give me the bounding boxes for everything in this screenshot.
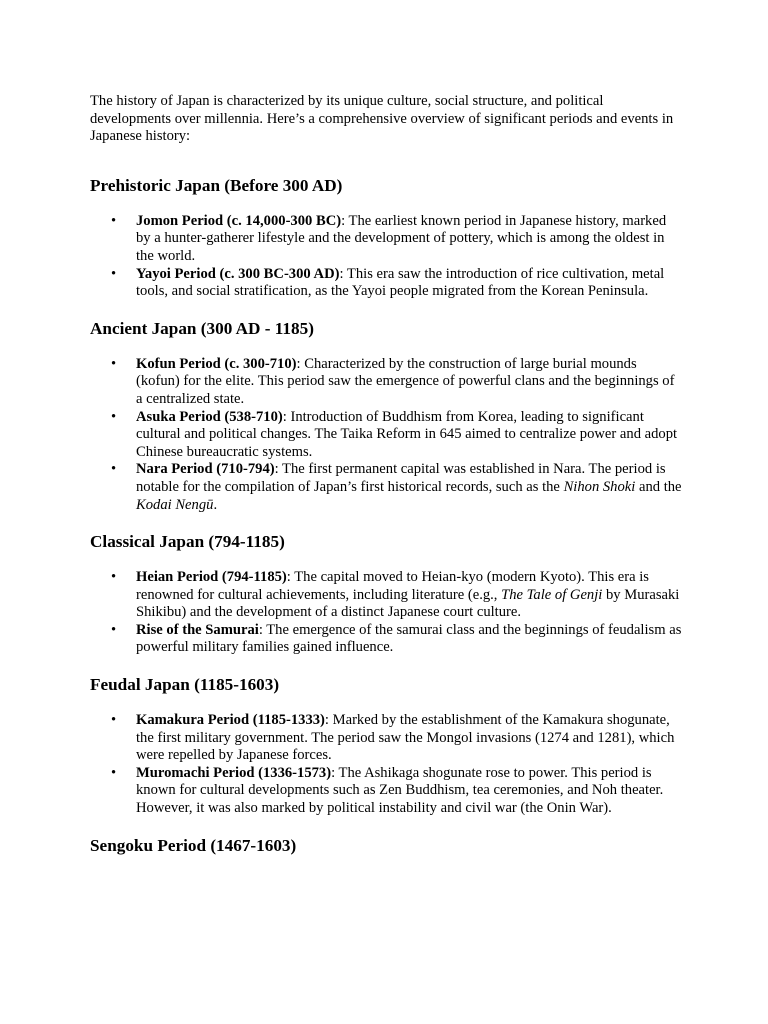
item-term: Yayoi Period (c. 300 BC-300 AD) [136, 265, 340, 282]
item-text: : The Ashikaga shogunate rose to power. This period is known for cultural developments such as Zen Buddhism, tea ceremonies, and Noh theater. However, it was also marked by political instability and civil war (the Onin War). [136, 764, 664, 817]
item-text: : Introduction of Buddhism from Korea, leading to significant cultural and political changes. The Taika Reform in 645 aimed to centralize power and adopt Chinese bureaucratic systems. [136, 408, 678, 460]
item-term: Kofun Period (c. 300-710) [136, 355, 297, 372]
document-page [90, 93, 682, 856]
section-heading-feudal: Feudal Japan (1185-1603) [90, 675, 280, 695]
item-term: Jomon Period (c. 14,000-300 BC) [136, 212, 342, 229]
item-text: : This era saw the introduction of rice cultivation, metal tools, and social stratification, as the Yayoi people migrated from the Korean Peninsula. [136, 265, 665, 300]
item-term: Kamakura Period (1185-1333) [136, 712, 325, 729]
item-term: Heian Period (794-1185) [136, 569, 287, 586]
section-list-feudal [90, 712, 682, 818]
item-text: by Murasaki Shikibu) and the development of a distinct Japanese court culture. [136, 586, 680, 621]
item-text: : The emergence of the samurai class and the beginnings of feudalism as powerful military families gained influence. [136, 621, 682, 656]
item-text: : Marked by the establishment of the Kamakura shogunate, the first military government. The period saw the Mongol invasions (1274 and 1281), which were repelled by Japanese forces. [136, 712, 675, 764]
item-title-italic: Nihon Shoki [563, 478, 636, 495]
section-list-ancient [90, 356, 682, 514]
list-item-nara [90, 461, 682, 514]
item-text: : The earliest known period in Japanese history, marked by a hunter-gatherer lifestyle and the development of pottery, which is among the oldest in the world. [136, 212, 667, 264]
item-term: Rise of the Samurai [136, 621, 259, 638]
section-list-classical [90, 569, 682, 657]
section-list-prehistoric [90, 213, 682, 301]
item-text: : The capital moved to Heian-kyo (modern Kyoto). This era is renowned for cultural achievements, including literature (e.g., [136, 569, 649, 603]
intro-paragraph: The history of Japan is characterized by its unique culture, social structure, and political developments over millennia. Here’s a comprehensive overview of significant periods and events in Japanese history: [90, 93, 674, 145]
item-term: Muromachi Period (1336-1573) [136, 764, 332, 781]
list-item-asuka [90, 409, 682, 462]
list-item-kofun [90, 356, 682, 409]
section-heading-sengoku: Sengoku Period (1467-1603) [90, 835, 297, 855]
section-heading-ancient: Ancient Japan (300 AD - 1185) [90, 318, 314, 338]
item-text: and the [635, 478, 682, 495]
section-heading-prehistoric: Prehistoric Japan (Before 300 AD) [90, 175, 343, 195]
item-term: Nara Period (710-794) [136, 461, 275, 478]
item-text: : The first permanent capital was established in Nara. The period is notable for the compilation of Japan’s first historical records, such as the [136, 461, 666, 495]
list-item-samurai [90, 622, 682, 657]
section-heading-classical: Classical Japan (794-1185) [90, 532, 285, 552]
list-item-heian [90, 569, 682, 622]
list-item-jomon [90, 213, 682, 266]
item-text: . [213, 496, 218, 513]
item-text: : Characterized by the construction of large burial mounds (kofun) for the elite. This period saw the emergence of powerful clans and the beginnings of a centralized state. [136, 355, 675, 407]
item-title-italic: The Tale of Genji [501, 586, 603, 603]
list-item-muromachi [90, 765, 682, 818]
list-item-kamakura [90, 712, 682, 765]
list-item-yayoi [90, 266, 682, 301]
item-term: Asuka Period (538-710) [136, 408, 283, 425]
item-title-italic: Kodai Nengū [136, 496, 214, 513]
